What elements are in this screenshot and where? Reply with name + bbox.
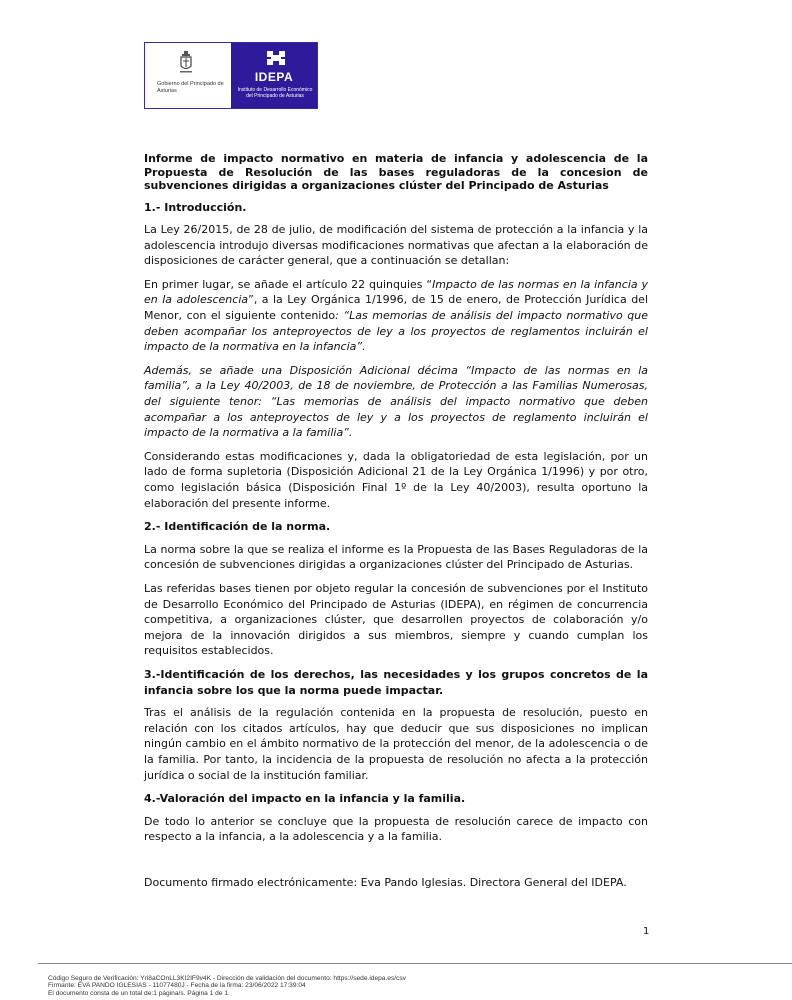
paragraph: Tras el análisis de la regulación contenida en la propuesta de resolución, puesto en relación con los citados artículos, hay que deducir que sus disposiciones no implican ningún cambio en el ámbito normativo de la protección del menor, de la adolescencia o de la familia. Por tanto, la incidencia de la propuesta de resolución no afecta a la protección jurídica o social de la institución familiar. [144,706,648,782]
document-title: Informe de impacto normativo en materia de infancia y adolescencia de la Propuesta de Resolución de las bases reguladoras de la concesion de subvenciones dirigidas a organizaciones clúster del Principado de Asturias [144,152,648,192]
text-run-italic: Impacto de las normas en la infancia y en la adolescencia [144,277,648,307]
header-logo [144,42,318,109]
paragraph-italic: Además, se añade una Disposición Adicional décima “Impacto de las normas en la familia”, a la Ley 40/2003, de 18 de noviembre, de Protección a las Familias Numerosas, del siguiente tenor: “Las memorias de análisis del impacto normativo que deben acompañar a los anteproyectos de ley y a los proyectos de reglamento incluirán el impacto de la normativa a la familia”. [144,363,648,440]
verification-footer [48,975,648,997]
document-body [144,152,648,898]
paragraph: Las referidas bases tienen por objeto regular la concesión de subvenciones por el Instituto de Desarrollo Económico del Principado de Asturias (IDEPA), en régimen de concurrencia competitiva, a organizaciones clúster, que desarrollen proyectos de colaboración y/o mejora de la innovación dirigidos a sus miembros, siempre y cuando cumplan los requisitos establecidos. [144,581,648,658]
section-heading-valoracion: 4.-Valoración del impacto en la infancia y la familia. [144,792,466,806]
footer-line: Firmante: EVA PANDO IGLESIAS - 11077480J - Fecha de la firma: 23/06/2022 17:39:04 [48,982,306,990]
section-heading-derechos: 3.-Identificación de los derechos, las necesidades y los grupos concretos de la infancia sobre los que la norma puede impactar. [144,667,648,697]
paragraph [144,277,648,355]
government-logo-text: Gobierno del Principado de Asturias [157,81,224,94]
paragraph: La norma sobre la que se realiza el informe es la Propuesta de las Bases Reguladoras de la concesión de subvenciones dirigidas a organizaciones clúster del Principado de Asturias. [144,542,648,572]
coat-of-arms-icon [179,51,193,77]
footer-divider [38,963,792,964]
paragraph: De todo lo anterior se concluye que la propuesta de resolución carece de impacto con respecto a la infancia, a la adolescencia y a la familia. [144,814,648,844]
footer-line: Código Seguro de Verificación: Yri8aCOnLL3KI2IF9v4K - Dirección de validación del documento: https://sede.idepa.es/csv [48,975,406,982]
section-heading-identificacion: 2.- Identificación de la norma. [144,520,331,534]
paragraph: Considerando estas modificaciones y, dada la obligatoriedad de esta legislación, por un lado de forma supletoria (Disposición Adicional 21 de la Ley Orgánica 1/1996) y por otro, como legislación básica (Disposición Final 1º de la Ley 40/2003), resulta oportuno la elaboración del presente informe. [144,449,648,510]
text-run: ”, a la Ley Orgánica 1/1996, de 15 de enero, de Protección Jurídica del Menor, con el siguiente contenido [144,293,648,323]
footer-line: El documento consta de un total de:1 página/s. Página 1 de 1. [48,989,230,997]
section-heading-introduccion: 1.- Introducción. [144,200,247,214]
idepa-brand: IDEPA [254,70,294,84]
page-number: 1 [643,926,650,937]
text-run: En primer lugar, se añade el artículo 22 quinquies “ [144,277,433,291]
idepa-mark-icon [265,49,287,67]
idepa-brand-subtitle: Instituto de Desarrollo Económico del Principado de Asturias [237,87,313,99]
idepa-logo [231,43,317,108]
government-logo [145,43,231,108]
text-run-italic: : “Las memorias de análisis del impacto normativo que deben acompañar los anteproyectos de ley a los proyectos de reglamentos incluirán el impacto de la normativa en la infancia”. [144,309,648,354]
signature-line: Documento firmado electrónicamente: Eva Pando Iglesias. Directora General del IDEPA. [144,875,627,889]
paragraph: La Ley 26/2015, de 28 de julio, de modificación del sistema de protección a la infancia y la adolescencia introdujo diversas modificaciones normativas que afectan a la elaboración de disposiciones de carácter general, que a continuación se detallan: [144,223,648,268]
